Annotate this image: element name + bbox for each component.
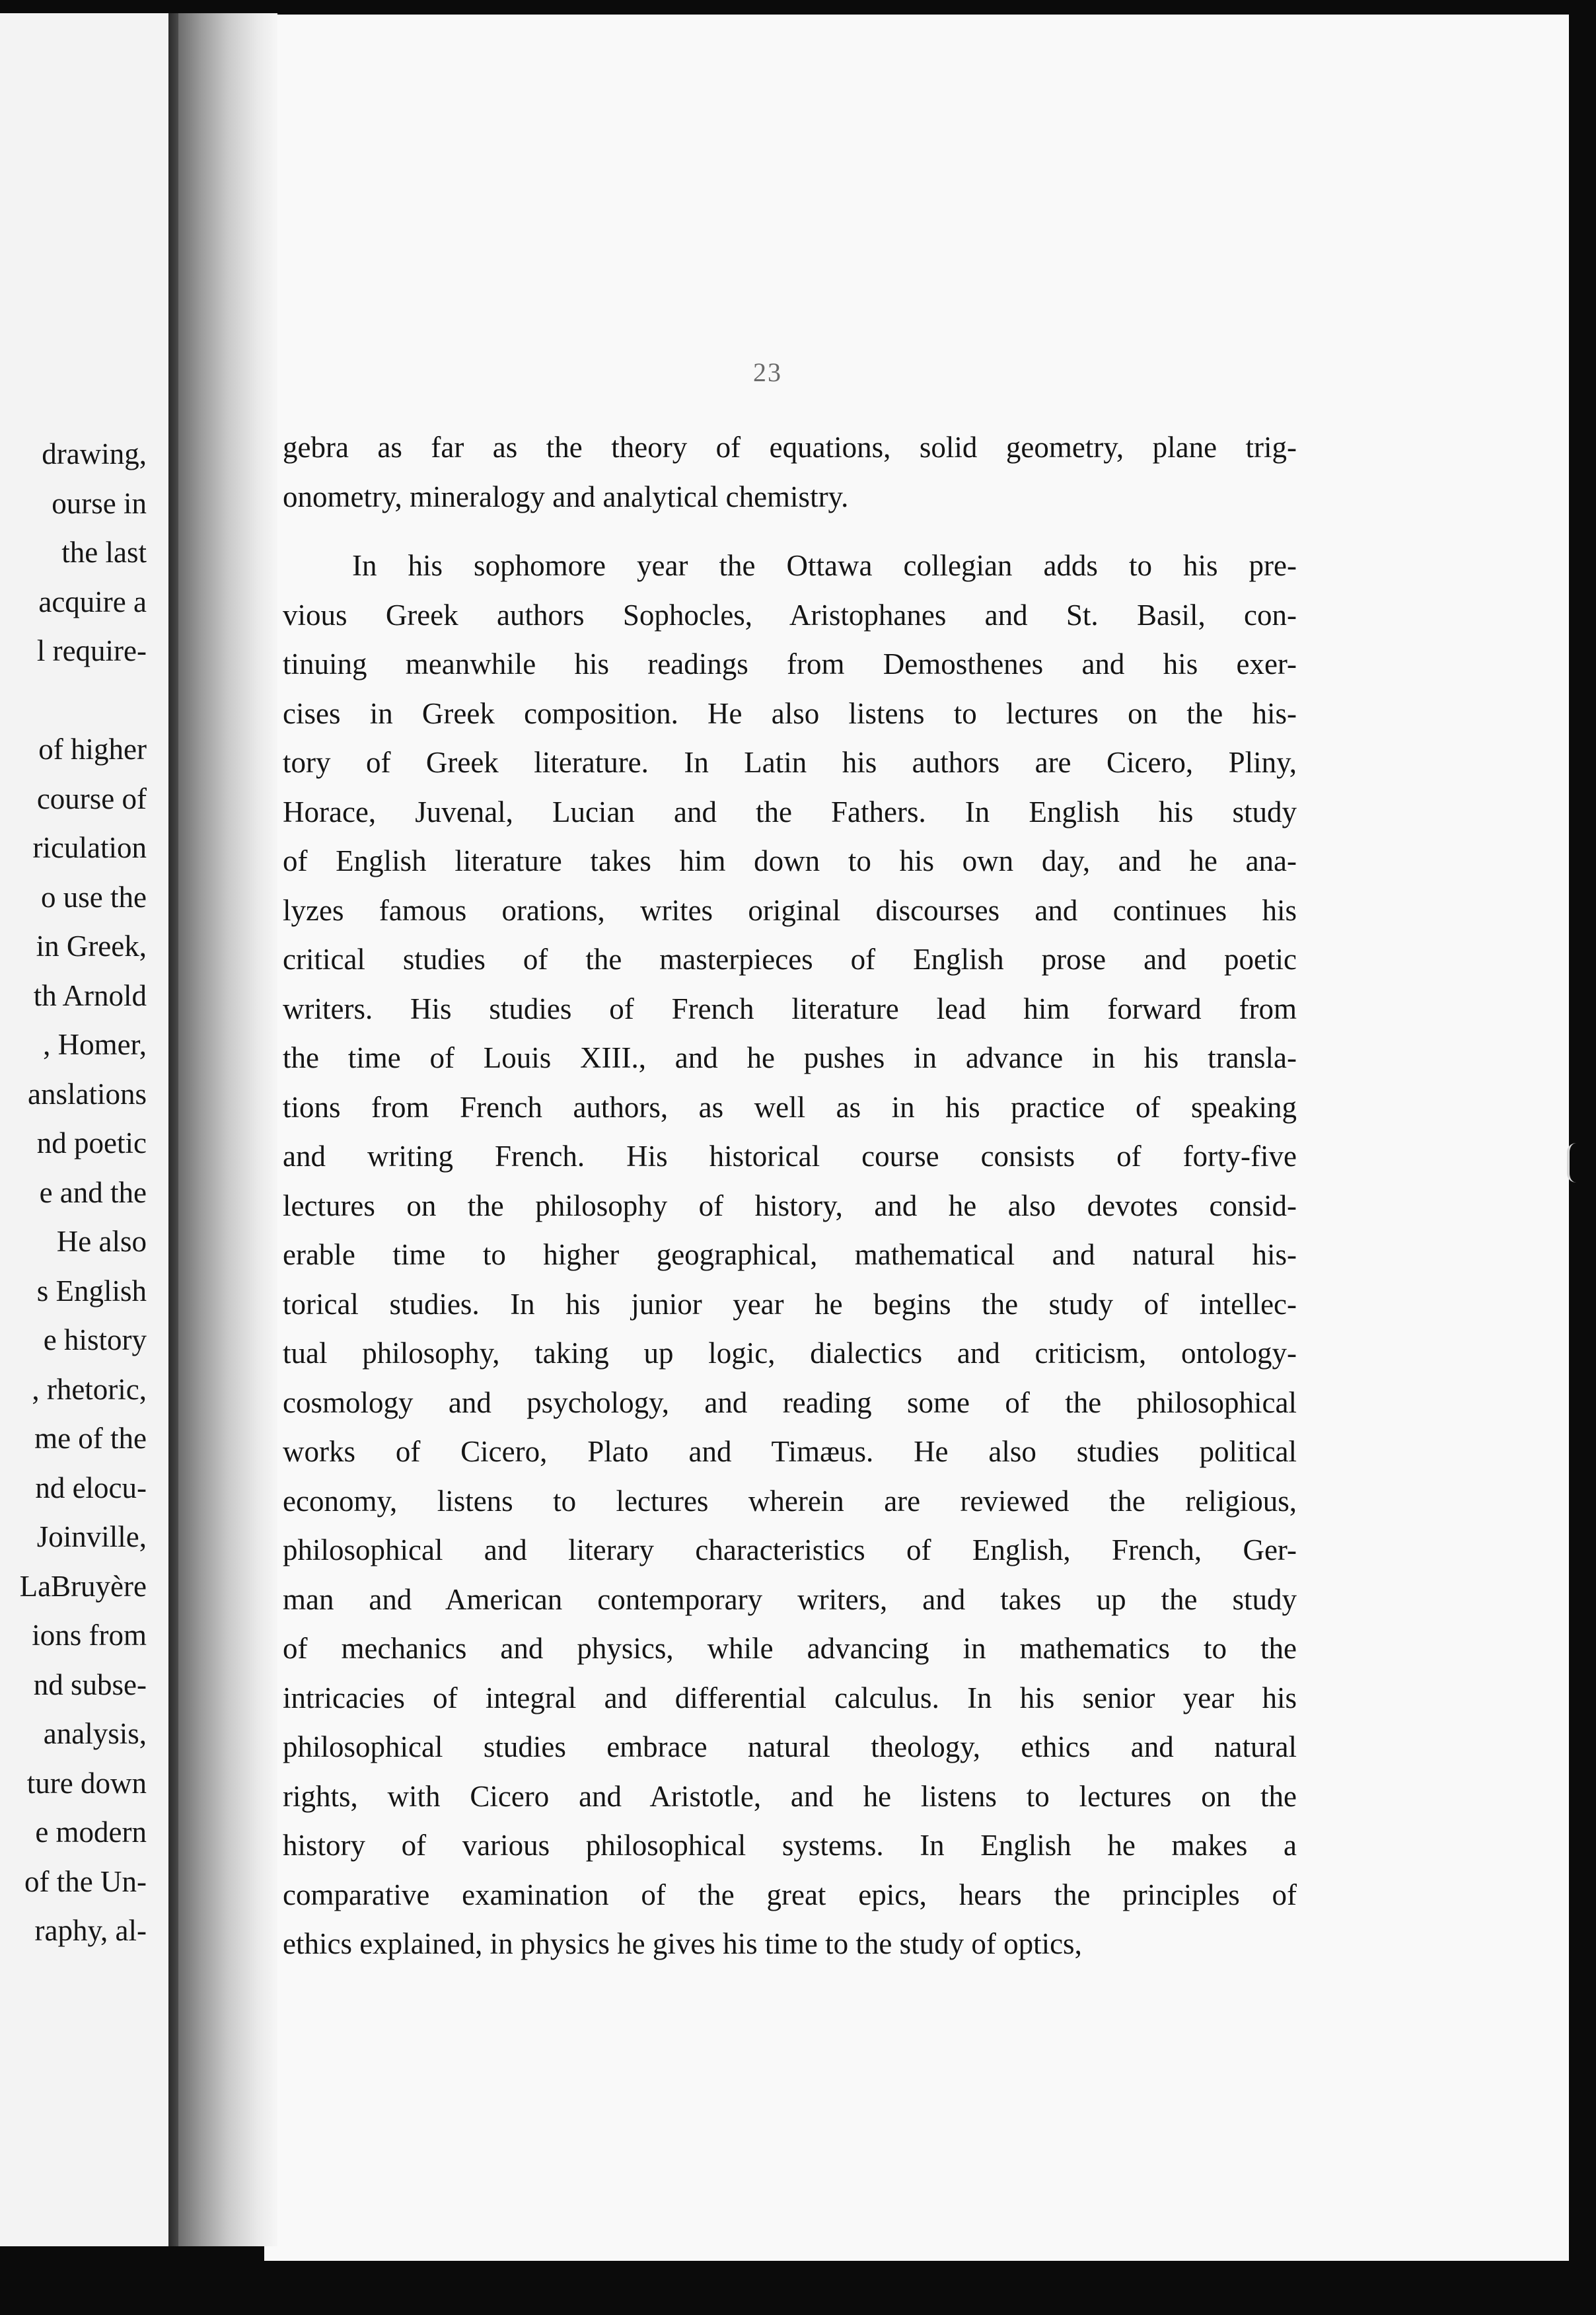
text-line: cosmology and psychology, and reading some of the philosophical [283,1385,1297,1419]
left-page-line: th Arnold [33,978,147,1012]
page-number: 23 [753,357,782,387]
left-page-line: nd poetic [36,1126,147,1159]
left-page-line: ture down [26,1766,147,1800]
body-text [283,423,1297,1969]
left-page-line: course of [36,782,147,815]
left-page-line: e and the [39,1175,147,1209]
text-line: cises in Greek composition. He also listens to lectures on the his- [283,696,1297,730]
page-edge-artifact [1567,1143,1581,1183]
left-page-line: of higher [38,733,147,766]
left-page-line: analysis, [43,1717,147,1750]
text-line: philosophical studies embrace natural theology, ethics and natural [283,1730,1297,1763]
text-line: writers. His studies of French literature lead him forward from [283,992,1297,1025]
left-page-line: LaBruyère [19,1569,147,1603]
text-line: history of various philosophical systems. In English he makes a [283,1829,1297,1862]
text-line: works of Cicero, Plato and Timæus. He also studies political [283,1435,1297,1468]
text-line: torical studies. In his junior year he begins the study of intellec- [283,1287,1297,1321]
text-line: vious Greek authors Sophocles, Aristophanes and St. Basil, con- [283,598,1297,632]
paragraph-gap [283,521,1297,541]
text-line: intricacies of integral and differential calculus. In his senior year his [283,1681,1297,1714]
text-line: the time of Louis XIII., and he pushes in advance in his transla- [283,1041,1297,1074]
left-page-line: Joinville, [36,1520,147,1553]
left-page-line [0,676,147,725]
text-line: critical studies of the masterpieces of English prose and poetic [283,943,1297,976]
text-line: In his sophomore year the Ottawa collegian adds to his pre- [352,549,1297,582]
text-line: of mechanics and physics, while advancing in mathematics to the [283,1632,1297,1665]
text-line: Horace, Juvenal, Lucian and the Fathers. In English his study [283,795,1297,828]
left-page-line: e modern [35,1816,147,1849]
left-page-line: me of the [34,1422,147,1455]
left-page-line: anslations [28,1077,147,1111]
text-line: onometry, mineralogy and analytical chemistry. [283,480,849,513]
text-line: rights, with Cicero and Aristotle, and he listens to lectures on the [283,1779,1297,1813]
paragraph-1 [283,423,1297,521]
left-page-line: nd elocu- [35,1471,147,1504]
text-line: comparative examination of the great epics, hears the principles of [283,1878,1297,1911]
left-page-line: , Homer, [43,1028,147,1061]
left-page-line: s English [36,1274,147,1307]
left-page-line: l require- [36,634,147,667]
text-line: and writing French. His historical course consists of forty-five [283,1140,1297,1173]
text-line: of English literature takes him down to his own day, and he ana- [283,844,1297,877]
left-page-line: in Greek, [36,930,147,963]
left-page-text [0,429,147,1956]
text-line: philosophical and literary characteristics of English, French, Ger- [283,1533,1297,1566]
text-line: tual philosophy, taking up logic, dialectics and criticism, ontology- [283,1337,1297,1370]
left-page-line: riculation [32,831,147,864]
left-page-line: e history [43,1323,147,1356]
left-page-line: He also [56,1225,147,1258]
left-page-line: ourse in [52,486,147,520]
left-page-line: , rhetoric, [32,1372,147,1406]
text-line: man and American contemporary writers, and takes up the study [283,1582,1297,1616]
text-line: tinuing meanwhile his readings from Demosthenes and his exer- [283,647,1297,680]
left-page-line: raphy, al- [34,1914,147,1947]
text-line: economy, listens to lectures wherein are reviewed the religious, [283,1484,1297,1518]
left-page-line: drawing, [42,437,147,470]
text-line: lectures on the philosophy of history, and he also devotes consid- [283,1189,1297,1222]
text-line: erable time to higher geographical, mathematical and natural his- [283,1238,1297,1271]
text-line: tory of Greek literature. In Latin his authors are Cicero, Pliny, [283,746,1297,779]
left-page-line: o use the [41,880,147,914]
left-page-line: acquire a [38,585,147,618]
text-line: lyzes famous orations, writes original discourses and continues his [283,893,1297,927]
left-page-line: of the Un- [24,1864,147,1898]
text-line: ethics explained, in physics he gives his time to the study of optics, [283,1927,1082,1960]
text-line: tions from French authors, as well as in his practice of speaking [283,1090,1297,1124]
text-line: gebra as far as the theory of equations, solid geometry, plane trig- [283,431,1297,464]
left-page-line: ions from [32,1619,147,1652]
paragraph-2 [283,541,1297,1969]
left-page-line: the last [61,536,147,569]
left-page-line: nd subse- [33,1668,147,1701]
gutter-shadow [178,13,277,2246]
